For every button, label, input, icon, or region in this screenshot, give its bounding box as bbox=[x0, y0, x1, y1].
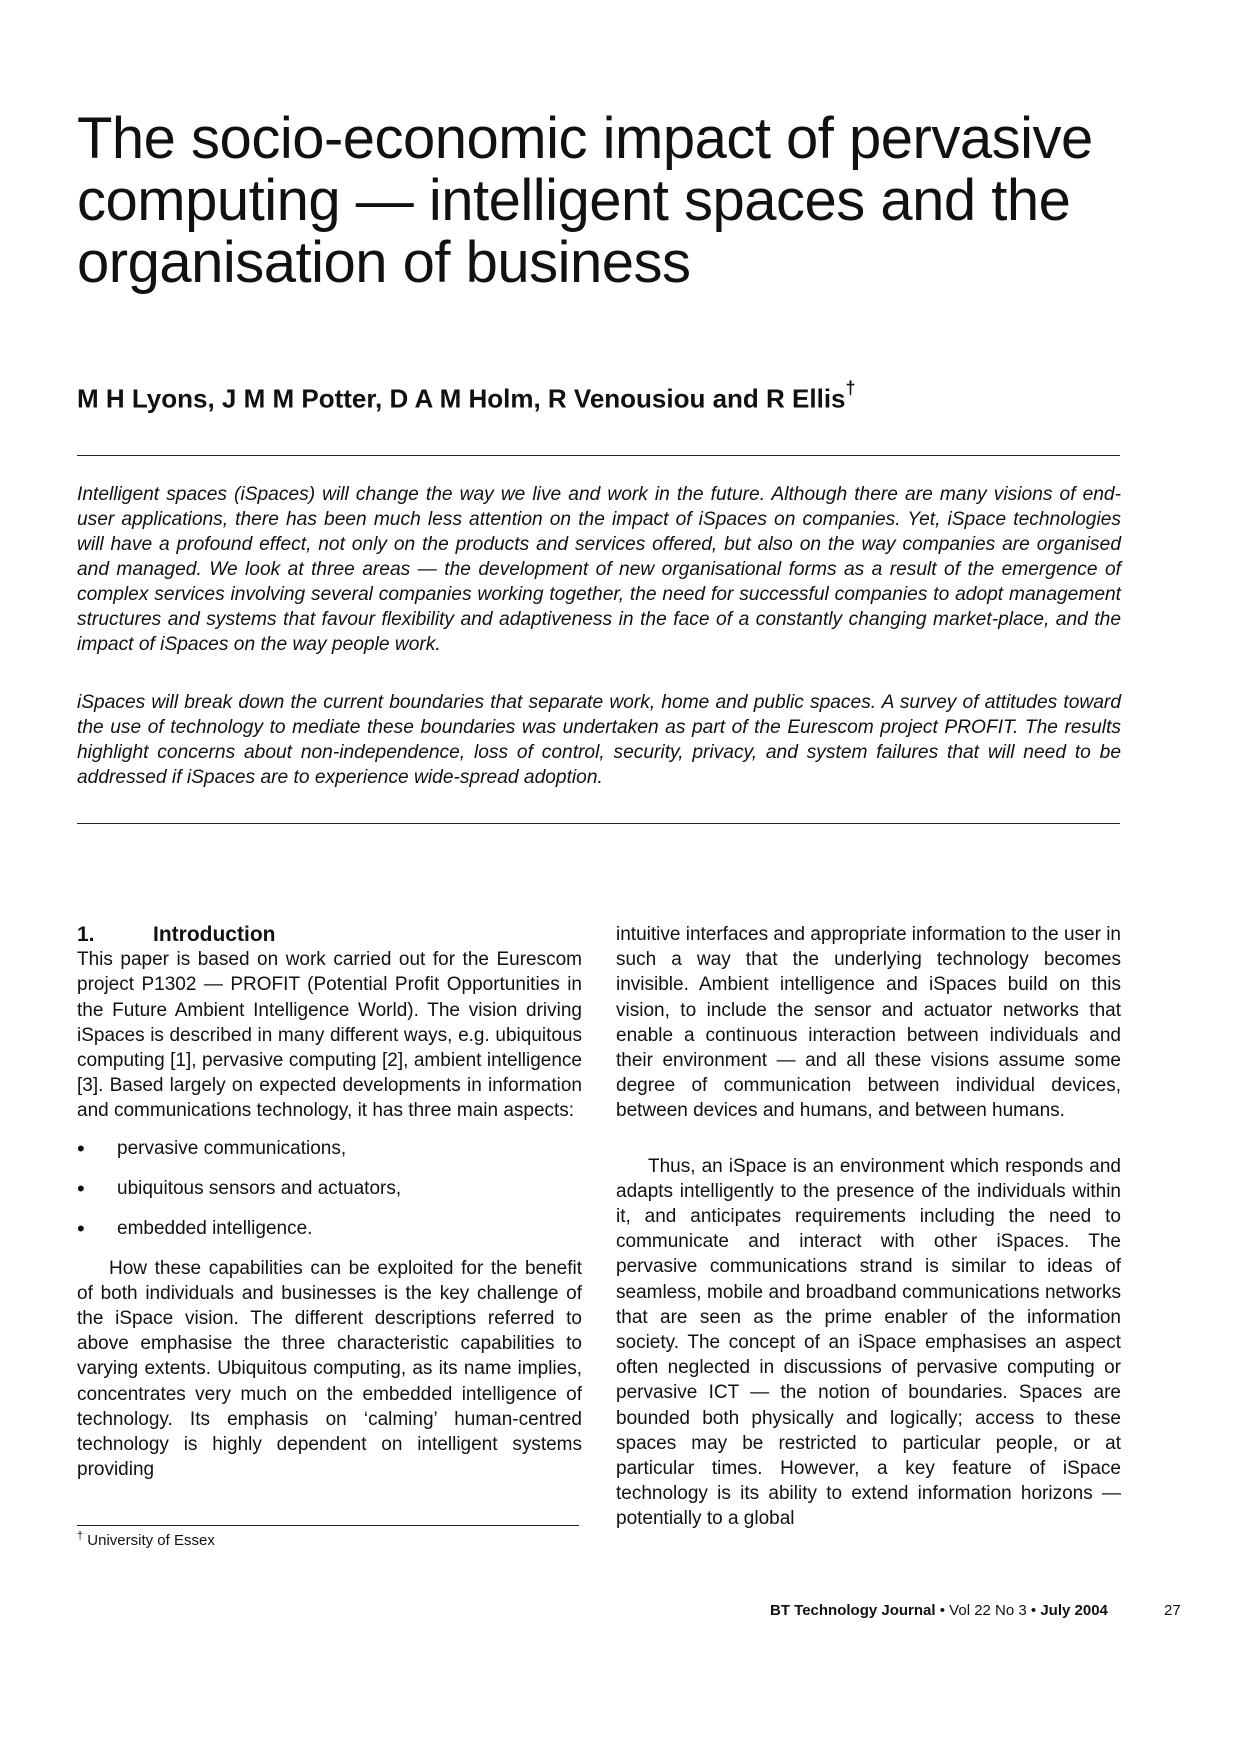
page-number: 27 bbox=[1164, 1602, 1181, 1619]
footer-separator: • bbox=[935, 1602, 950, 1619]
abstract-paragraph-2: iSpaces will break down the current boundaries that separate work, home and public spaces. A survey of attitudes toward the use of technology to mediate these boundaries was undertaken as part of the Eurescom project PROFIT. The results highlight concerns about non-independence, loss of control, security, privacy, and system failures that will need to be addressed if iSpaces are to experience wide-spread adoption. bbox=[77, 692, 1121, 788]
list-item-text: ubiquitous sensors and actuators, bbox=[117, 1177, 402, 1199]
list-item bbox=[77, 1176, 582, 1201]
footnote-text: University of Essex bbox=[87, 1532, 215, 1549]
list-item bbox=[77, 1136, 582, 1161]
journal-name: BT Technology Journal bbox=[770, 1602, 936, 1619]
author-names: M H Lyons, J M M Potter, D A M Holm, R Venousiou and R Ellis bbox=[77, 383, 846, 414]
footnote-mark: † bbox=[77, 1530, 84, 1542]
left-column bbox=[77, 922, 582, 1482]
bullet-icon: • bbox=[77, 1135, 85, 1161]
intro-paragraph-1: This paper is based on work carried out for the Eurescom project P1302 — PROFIT (Potential Profit Opportunities in the Future Ambient Intelligence World). The vision driving iSpaces is described in many different ways, e.g. ubiquitous computing [1], pervasive computing [2], ambient intelligence [3]. Based largely on expected developments in information and communications technology, it has three main aspects: bbox=[77, 949, 582, 1122]
right-paragraph-1: intuitive interfaces and appropriate information to the user in such a way that the underlying technology becomes invisible. Ambient intelligence and iSpaces build on this vision, to include the sensor and actuator networks that enable a continuous interaction between individuals and their environment — and all these visions assume some degree of communication between individual devices, between devices and humans, and between humans. bbox=[616, 924, 1121, 1122]
section-title: Introduction bbox=[153, 923, 276, 946]
right-paragraph-2: Thus, an iSpace is an environment which responds and adapts intelligently to the presence of the individuals within it, and anticipates requirements including the need to communicate and interact with other iSpaces. The pervasive communications strand is similar to ideas of seamless, mobile and broadband communications networks that are seen as the prime enabler of the information society. The concept of an iSpace emphasises an aspect often neglected in discussions of pervasive computing or pervasive ICT — the notion of boundaries. Spaces are bounded both physically and logically; access to these spaces may be restricted to particular people, or at particular times. However, a key feature of iSpace technology is its ability to extend information horizons — potentially to a global bbox=[616, 1155, 1121, 1530]
paper-title: The socio-economic impact of pervasive computing — intelligent spaces and the organisation of business bbox=[77, 106, 1093, 295]
abstract-bottom-rule bbox=[77, 823, 1120, 824]
bullet-icon: • bbox=[77, 1215, 85, 1241]
footnote-rule bbox=[77, 1525, 579, 1526]
section-number: 1. bbox=[77, 923, 95, 946]
section-heading bbox=[77, 922, 582, 947]
footnote bbox=[77, 1530, 215, 1549]
journal-date: July 2004 bbox=[1040, 1602, 1108, 1619]
footer-separator: • bbox=[1026, 1602, 1041, 1619]
intro-paragraph-2: How these capabilities can be exploited for the benefit of both individuals and businesses is the key challenge of the iSpace vision. The different descriptions referred to above emphasise the three characteristic capabilities to varying extents. Ubiquitous computing, as its name implies, concentrates very much on the embedded intelligence of technology. Its emphasis on ‘calming’ human-centred technology is highly dependent on intelligent systems providing bbox=[77, 1257, 582, 1481]
list-item bbox=[77, 1216, 582, 1241]
abstract-paragraph-1: Intelligent spaces (iSpaces) will change the way we live and work in the future. Although there are many visions of end-user applications, there has been much less attention on the impact of iSpaces on companies. Yet, iSpace technologies will have a profound effect, not only on the products and services offered, but also on the way companies are organised and managed. We look at three areas — the development of new organisational forms as a result of the emergence of complex services involving several companies working together, the need for successful companies to adopt management structures and systems that favour flexibility and adaptiveness in the face of a constantly changing market-place, and the impact of iSpaces on the way people work. bbox=[77, 484, 1121, 655]
author-list bbox=[77, 378, 856, 415]
author-affiliation-mark: † bbox=[845, 378, 856, 398]
journal-footer bbox=[770, 1602, 1108, 1619]
abstract-top-rule bbox=[77, 455, 1120, 456]
list-item-text: embedded intelligence. bbox=[117, 1217, 313, 1239]
right-column bbox=[616, 922, 1121, 1532]
journal-volume: Vol 22 No 3 bbox=[949, 1602, 1027, 1619]
aspects-list bbox=[77, 1136, 582, 1241]
list-item-text: pervasive communications, bbox=[117, 1137, 347, 1159]
bullet-icon: • bbox=[77, 1175, 85, 1201]
